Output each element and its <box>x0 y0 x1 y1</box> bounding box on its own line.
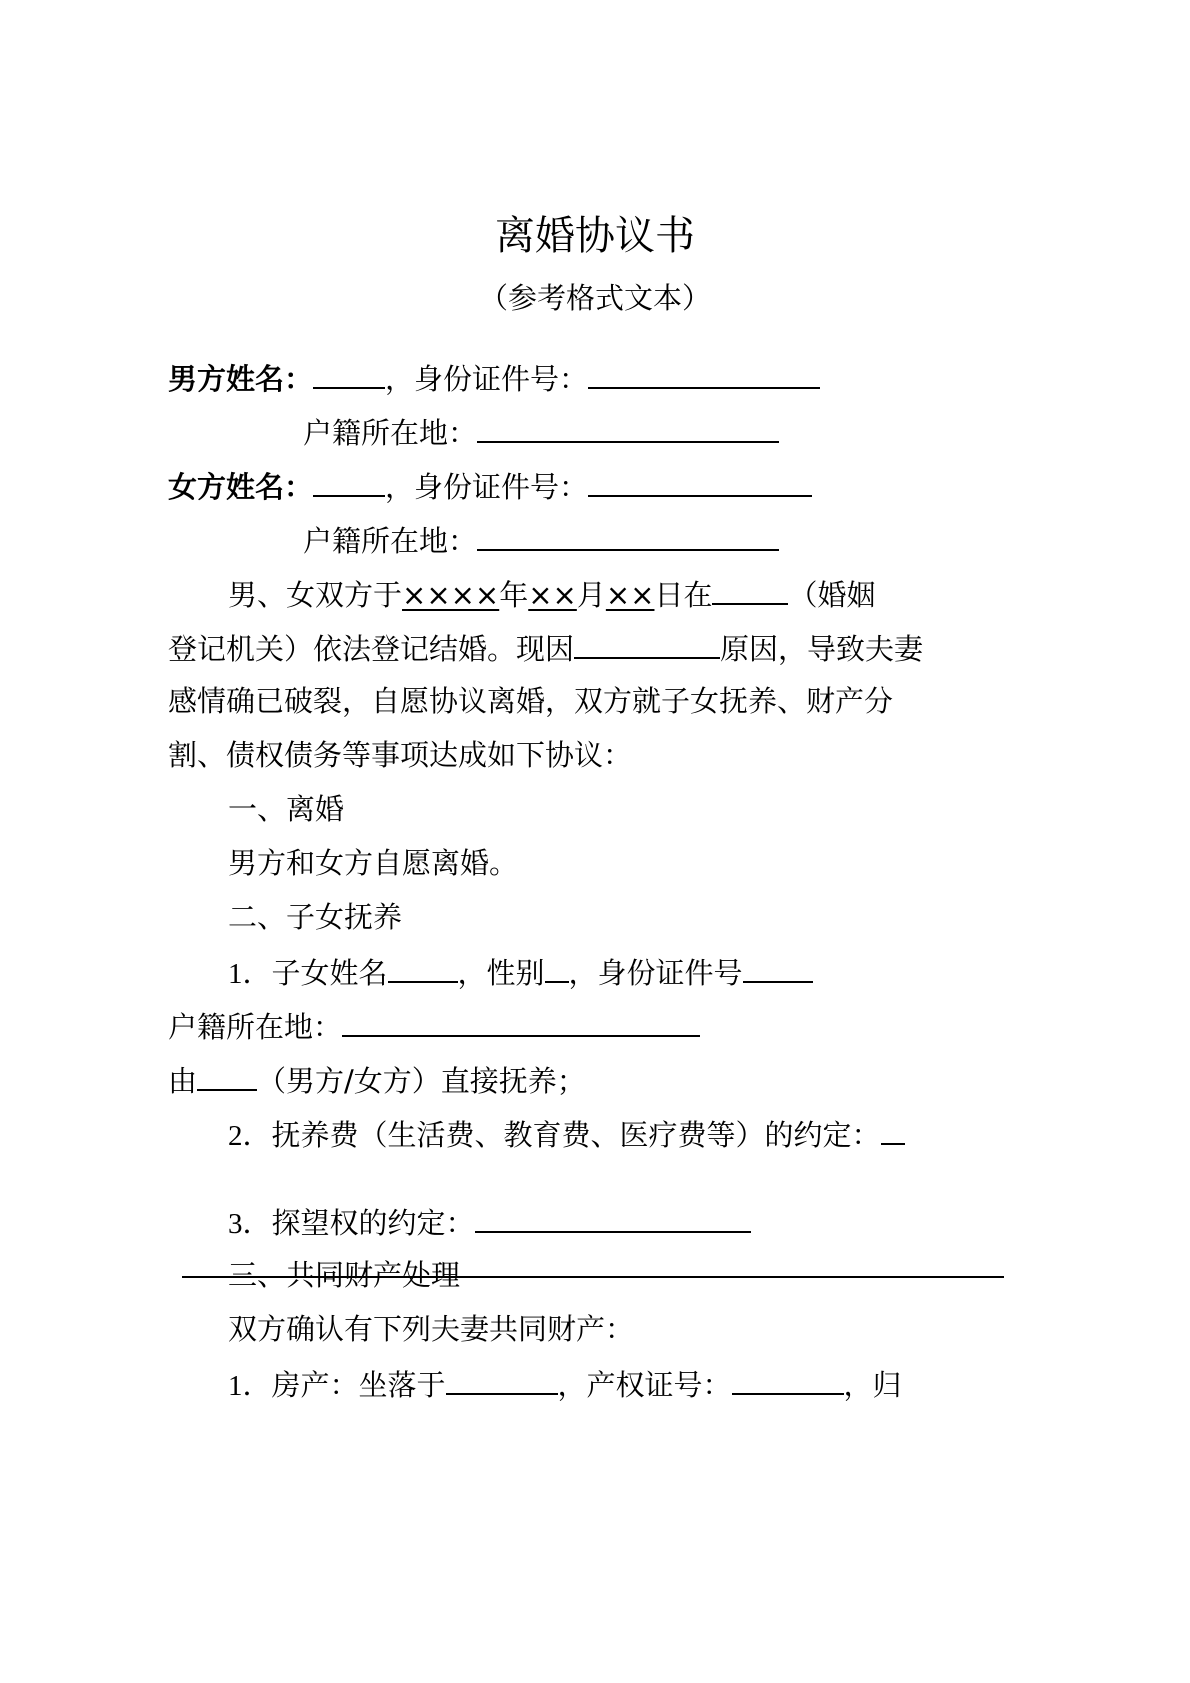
male-name-label: 男方姓名： <box>168 362 314 396</box>
property-cert-label: ，产权证号： <box>557 1368 732 1402</box>
intro-line-4: 割、债权债务等事项达成如下协议： <box>168 738 633 772</box>
divorce-reason-blank[interactable] <box>574 627 720 659</box>
male-household-row <box>303 411 779 453</box>
property-cert-blank[interactable] <box>732 1363 844 1395</box>
marriage-day[interactable]: ×× <box>605 578 655 612</box>
intro-text: （婚姻 <box>788 578 876 612</box>
marriage-month[interactable]: ×× <box>528 578 577 612</box>
child-household-label: 户籍所在地： <box>168 1010 343 1044</box>
intro-text: 月 <box>576 578 606 612</box>
child-name-blank[interactable] <box>388 951 458 983</box>
property-owner-label: ，归 <box>843 1368 902 1402</box>
child-support-label: 抚养费（生活费、教育费、医疗费等）的约定： <box>271 1118 881 1152</box>
child-info-row <box>228 951 813 994</box>
section3-heading: 三、共同财产处理 <box>228 1258 461 1292</box>
document-title: 离婚协议书 <box>495 213 695 259</box>
female-household-row <box>303 519 779 561</box>
visitation-row <box>228 1201 751 1244</box>
intro-line-1 <box>228 573 876 615</box>
custody-label: 由 <box>168 1064 198 1098</box>
male-name-blank[interactable] <box>313 357 385 389</box>
child-support-blank[interactable] <box>881 1113 905 1145</box>
female-id-blank[interactable] <box>588 465 812 497</box>
male-household-label: 户籍所在地： <box>303 416 478 450</box>
female-name-blank[interactable] <box>313 465 385 497</box>
intro-text: 日在 <box>654 578 713 612</box>
child-gender-blank[interactable] <box>545 951 569 983</box>
section1-text: 男方和女方自愿离婚。 <box>228 846 519 880</box>
item-number: 1． <box>228 1370 272 1402</box>
custody-row <box>168 1059 586 1101</box>
child-support-row <box>228 1113 905 1156</box>
male-name-row <box>168 357 820 399</box>
female-name-row <box>168 465 812 507</box>
intro-line-2 <box>168 627 923 669</box>
child-id-label: ，身份证件号 <box>568 956 743 990</box>
intro-line-3: 感情确已破裂，自愿协议离婚，双方就子女抚养、财产分 <box>168 684 894 718</box>
property-location-blank[interactable] <box>446 1363 558 1395</box>
property-row <box>228 1363 902 1406</box>
section1-heading: 一、离婚 <box>228 792 345 826</box>
document-subtitle: （参考格式文本） <box>478 281 711 315</box>
child-household-blank[interactable] <box>342 1005 700 1037</box>
female-id-label: ，身份证件号： <box>385 470 589 504</box>
female-household-blank[interactable] <box>477 519 779 551</box>
child-household-row <box>168 1005 700 1047</box>
item-number: 3． <box>228 1208 272 1240</box>
male-household-blank[interactable] <box>477 411 779 443</box>
section2-heading: 二、子女抚养 <box>228 900 403 934</box>
visitation-blank[interactable] <box>475 1201 751 1233</box>
intro-text: 原因，导致夫妻 <box>720 632 924 666</box>
item-number: 2． <box>228 1120 272 1152</box>
child-name-label: 子女姓名 <box>271 956 388 990</box>
intro-text: 男、女双方于 <box>228 578 403 612</box>
marriage-year[interactable]: ×××× <box>402 578 500 612</box>
child-gender-label: ，性别 <box>457 956 545 990</box>
registry-office-blank[interactable] <box>712 573 788 605</box>
female-name-label: 女方姓名： <box>168 470 314 504</box>
intro-text: 年 <box>499 578 529 612</box>
male-id-label: ，身份证件号： <box>385 362 589 396</box>
intro-text: 登记机关）依法登记结婚。现因 <box>168 632 575 666</box>
visitation-label: 探望权的约定： <box>271 1206 475 1240</box>
item-number: 1． <box>228 958 272 990</box>
property-location-label: 房产：坐落于 <box>271 1368 446 1402</box>
section3-intro: 双方确认有下列夫妻共同财产： <box>228 1312 635 1346</box>
male-id-blank[interactable] <box>588 357 820 389</box>
child-id-blank[interactable] <box>743 951 813 983</box>
custody-text: （男方/女方）直接抚养； <box>257 1064 586 1098</box>
female-household-label: 户籍所在地： <box>303 524 478 558</box>
custody-parent-blank[interactable] <box>197 1059 257 1091</box>
